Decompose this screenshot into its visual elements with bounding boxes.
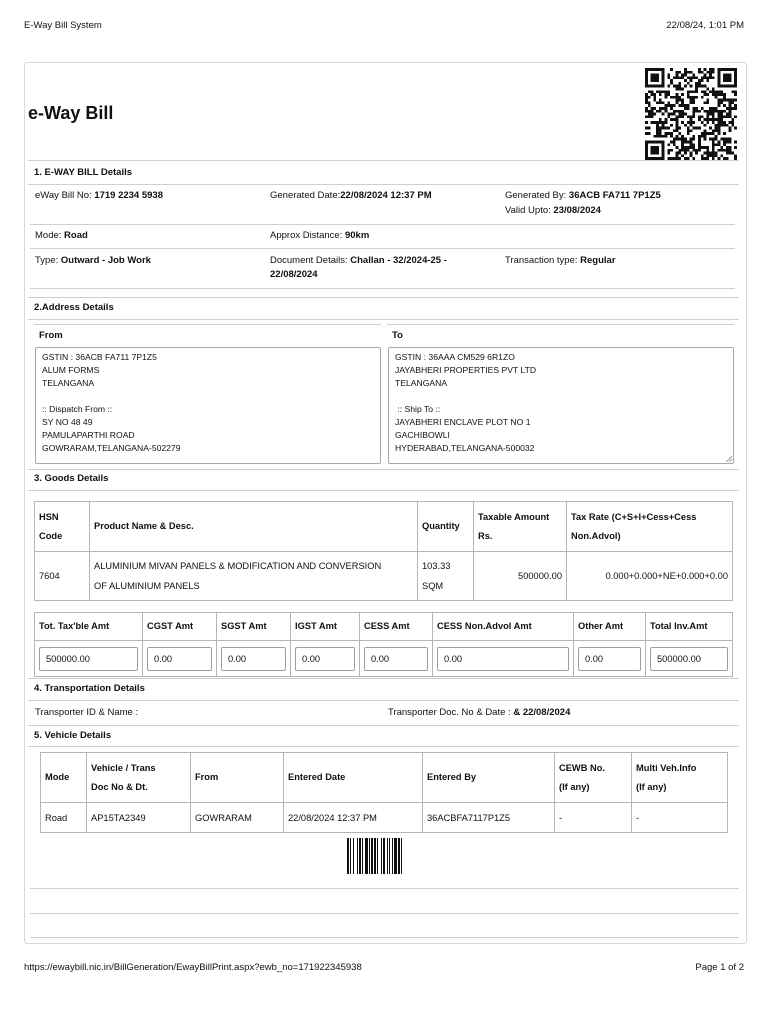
ewb-number-label: eWay Bill No: xyxy=(35,190,95,201)
goods-header-hsn: HSN Code xyxy=(35,502,90,552)
print-header-datetime: 22/08/24, 1:01 PM xyxy=(666,20,744,31)
distance-label: Approx Distance: xyxy=(270,230,345,241)
generated-date-value: 22/08/2024 12:37 PM xyxy=(340,190,432,201)
generated-by-field xyxy=(505,189,661,203)
goods-cell-hsn: 7604 xyxy=(35,552,90,601)
vehicle-table xyxy=(40,752,728,833)
cess-amount: 0.00 xyxy=(364,647,428,671)
document-details-value: Challan - 32/2024-25 - xyxy=(350,255,447,266)
vehicle-header-row xyxy=(41,753,728,803)
distance-value: 90km xyxy=(344,230,370,241)
total-taxable-amount: 500000.00 xyxy=(39,647,138,671)
mode-label: Mode: xyxy=(35,230,65,241)
totals-table xyxy=(34,612,733,677)
vehicle-cell-entered-by: 36ACBFA7117P1Z5 xyxy=(423,803,555,833)
type-value: Outward - Job Work xyxy=(60,255,151,266)
to-gstin: GSTIN : 36AAA CM529 6R1ZO xyxy=(395,352,515,362)
totals-header-igst: IGST Amt xyxy=(291,613,360,641)
to-address-box xyxy=(388,347,734,464)
ship-to-line-3: HYDERABAD,TELANGANA-500032 xyxy=(395,443,535,453)
resize-handle-icon[interactable] xyxy=(725,455,732,462)
vehicle-cell-multi: - xyxy=(632,803,728,833)
document-details-label: Document Details: xyxy=(270,255,351,266)
total-invoice-amount: 500000.00 xyxy=(650,647,728,671)
transaction-type-value: Regular xyxy=(580,255,616,266)
dispatch-line-3: GOWRARAM,TELANGANA-502279 xyxy=(42,443,181,453)
vehicle-cell-from: GOWRARAM xyxy=(191,803,284,833)
to-state: TELANGANA xyxy=(395,378,448,388)
document-details-date: 22/08/2024 xyxy=(270,269,318,280)
transaction-type-field xyxy=(505,254,616,268)
valid-upto-label: Valid Upto: xyxy=(505,205,554,216)
vehicle-header-cewb: CEWB No. (If any) xyxy=(555,753,632,803)
table-row xyxy=(35,552,733,601)
vehicle-cell-number: AP15TA2349 xyxy=(87,803,191,833)
other-amount: 0.00 xyxy=(578,647,641,671)
transporter-doc-value: & 22/08/2024 xyxy=(513,707,571,718)
totals-header-cess-nonadvol: CESS Non.Advol Amt xyxy=(433,613,574,641)
type-field xyxy=(35,254,151,268)
goods-cell-taxable: 500000.00 xyxy=(474,552,567,601)
generated-by-label: Generated By: xyxy=(505,190,569,201)
from-state: TELANGANA xyxy=(42,378,95,388)
type-label: Type: xyxy=(35,255,61,266)
section-transport-heading: 4. Transportation Details xyxy=(34,683,145,694)
transporter-id-label: Transporter ID & Name : xyxy=(35,707,139,718)
to-heading: To xyxy=(392,330,403,341)
from-gstin: GSTIN : 36ACB FA711 7P1Z5 xyxy=(42,352,157,362)
from-address-box xyxy=(35,347,381,464)
ship-to-label: :: Ship To :: xyxy=(395,404,441,414)
vehicle-cell-entered-date: 22/08/2024 12:37 PM xyxy=(284,803,423,833)
igst-amount: 0.00 xyxy=(295,647,355,671)
from-name: ALUM FORMS xyxy=(42,365,100,375)
totals-header-row xyxy=(35,613,733,641)
totals-value-row xyxy=(35,641,733,677)
valid-upto-value: 23/08/2024 xyxy=(553,205,601,216)
transporter-doc-field xyxy=(388,706,570,720)
transporter-doc-label: Transporter Doc. No & Date : xyxy=(388,707,514,718)
sgst-amount: 0.00 xyxy=(221,647,286,671)
vehicle-header-vehicle: Vehicle / Trans Doc No & Dt. xyxy=(87,753,191,803)
goods-header-product: Product Name & Desc. xyxy=(90,502,418,552)
ewb-number-field xyxy=(35,189,163,203)
dispatch-line-1: SY NO 48 49 xyxy=(42,417,93,427)
totals-header-taxable: Tot. Tax'ble Amt xyxy=(35,613,143,641)
ship-to-line-1: JAYABHERI ENCLAVE PLOT NO 1 xyxy=(395,417,531,427)
goods-table xyxy=(34,501,733,601)
totals-header-cess: CESS Amt xyxy=(360,613,433,641)
barcode-icon xyxy=(347,838,421,874)
print-footer-page: Page 1 of 2 xyxy=(695,962,744,973)
dispatch-from-label: :: Dispatch From :: xyxy=(42,404,113,414)
totals-header-sgst: SGST Amt xyxy=(217,613,291,641)
generated-date-field xyxy=(270,189,432,203)
goods-header-taxable: Taxable Amount Rs. xyxy=(474,502,567,552)
ship-to-line-2: GACHIBOWLI xyxy=(395,430,450,440)
ewb-number-value: 1719 2234 5938 xyxy=(94,190,163,201)
dispatch-line-2: PAMULAPARTHI ROAD xyxy=(42,430,135,440)
goods-cell-product: ALUMINIUM MIVAN PANELS & MODIFICATION AND CONVERSION OF ALUMINIUM PANELS xyxy=(90,552,418,601)
totals-header-total: Total Inv.Amt xyxy=(646,613,733,641)
goods-cell-tax-rate: 0.000+0.000+NE+0.000+0.00 xyxy=(567,552,733,601)
from-heading: From xyxy=(39,330,63,341)
vehicle-header-mode: Mode xyxy=(41,753,87,803)
vehicle-header-multi: Multi Veh.Info (If any) xyxy=(632,753,728,803)
vehicle-cell-mode: Road xyxy=(41,803,87,833)
cess-nonadvol-amount: 0.00 xyxy=(437,647,569,671)
goods-cell-quantity: 103.33 SQM xyxy=(418,552,474,601)
valid-upto-field xyxy=(505,204,601,218)
totals-header-cgst: CGST Amt xyxy=(143,613,217,641)
vehicle-cell-cewb: - xyxy=(555,803,632,833)
vehicle-header-entered-date: Entered Date xyxy=(284,753,423,803)
distance-field xyxy=(270,229,369,243)
mode-value: Road xyxy=(64,230,88,241)
mode-field xyxy=(35,229,88,243)
vehicle-header-entered-by: Entered By xyxy=(423,753,555,803)
print-footer-url[interactable]: https://ewaybill.nic.in/BillGeneration/EwayBillPrint.aspx?ewb_no=171922345938 xyxy=(24,962,362,973)
section-address-heading: 2.Address Details xyxy=(34,302,114,313)
document-details-field xyxy=(270,254,447,282)
cgst-amount: 0.00 xyxy=(147,647,212,671)
goods-header-row xyxy=(35,502,733,552)
section-vehicle-heading: 5. Vehicle Details xyxy=(34,730,112,741)
page-title: e-Way Bill xyxy=(28,103,114,123)
goods-header-tax-rate: Tax Rate (C+S+I+Cess+Cess Non.Advol) xyxy=(567,502,733,552)
qr-code-icon xyxy=(642,68,740,160)
transaction-type-label: Transaction type: xyxy=(505,255,581,266)
generated-date-label: Generated Date: xyxy=(270,190,341,201)
vehicle-header-from: From xyxy=(191,753,284,803)
to-name: JAYABHERI PROPERTIES PVT LTD xyxy=(395,365,537,375)
section-ewb-details-heading: 1. E-WAY BILL Details xyxy=(34,167,133,178)
print-header-title: E-Way Bill System xyxy=(24,20,102,31)
table-row xyxy=(41,803,728,833)
section-goods-heading: 3. Goods Details xyxy=(34,473,109,484)
totals-header-other: Other Amt xyxy=(574,613,646,641)
goods-header-quantity: Quantity xyxy=(418,502,474,552)
generated-by-value: 36ACB FA711 7P1Z5 xyxy=(568,190,661,201)
